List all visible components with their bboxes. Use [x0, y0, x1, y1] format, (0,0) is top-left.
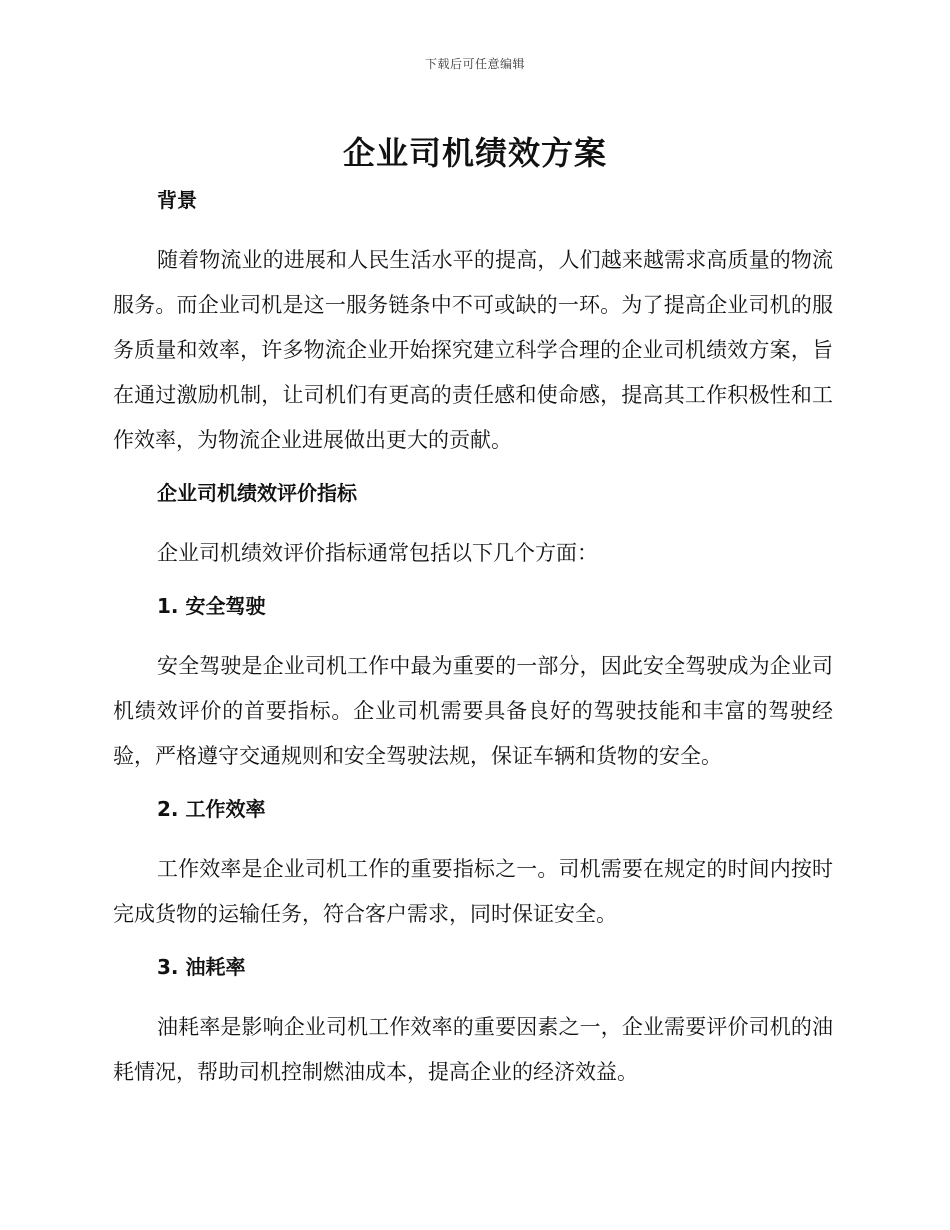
- section-heading-work-efficiency: 2. 工作效率: [157, 797, 266, 821]
- section-heading-safe-driving: 1. 安全驾驶: [157, 594, 266, 618]
- paragraph-work-efficiency: 工作效率是企业司机工作的重要指标之一。司机需要在规定的时间内按时完成货物的运输任务，符合客户需求，同时保证安全。: [113, 857, 833, 926]
- header-note: 下载后可任意编辑: [424, 57, 525, 71]
- paragraph-background: 随着物流业的进展和人民生活水平的提高，人们越来越需求高质量的物流服务。而企业司机是这一服务链条中不可或缺的一环。为了提高企业司机的服务质量和效率，许多物流企业开始探究建立科学合理的企业司机绩效方案，旨在通过激励机制，让司机们有更高的责任感和使命感，提高其工作积极性和工作效率，为物流企业进展做出更大的贡献。: [113, 248, 833, 452]
- paragraph-safe-driving: 安全驾驶是企业司机工作中最为重要的一部分，因此安全驾驶成为企业司机绩效评价的首要指标。企业司机需要具备良好的驾驶技能和丰富的驾驶经验，严格遵守交通规则和安全驾驶法规，保证车辆和货物的安全。: [113, 654, 833, 768]
- section-heading-fuel-consumption: 3. 油耗率: [157, 955, 246, 979]
- paragraph-fuel-consumption: 油耗率是影响企业司机工作效率的重要因素之一，企业需要评价司机的油耗情况，帮助司机控制燃油成本，提高企业的经济效益。: [113, 1015, 833, 1084]
- document-title: 企业司机绩效方案: [342, 134, 607, 172]
- section-heading-background: 背景: [157, 188, 197, 212]
- document-body: [113, 182, 833, 1107]
- section-heading-evaluation-indicators: 企业司机绩效评价指标: [157, 481, 357, 505]
- paragraph-indicators-intro: 企业司机绩效评价指标通常包括以下几个方面：: [157, 541, 598, 565]
